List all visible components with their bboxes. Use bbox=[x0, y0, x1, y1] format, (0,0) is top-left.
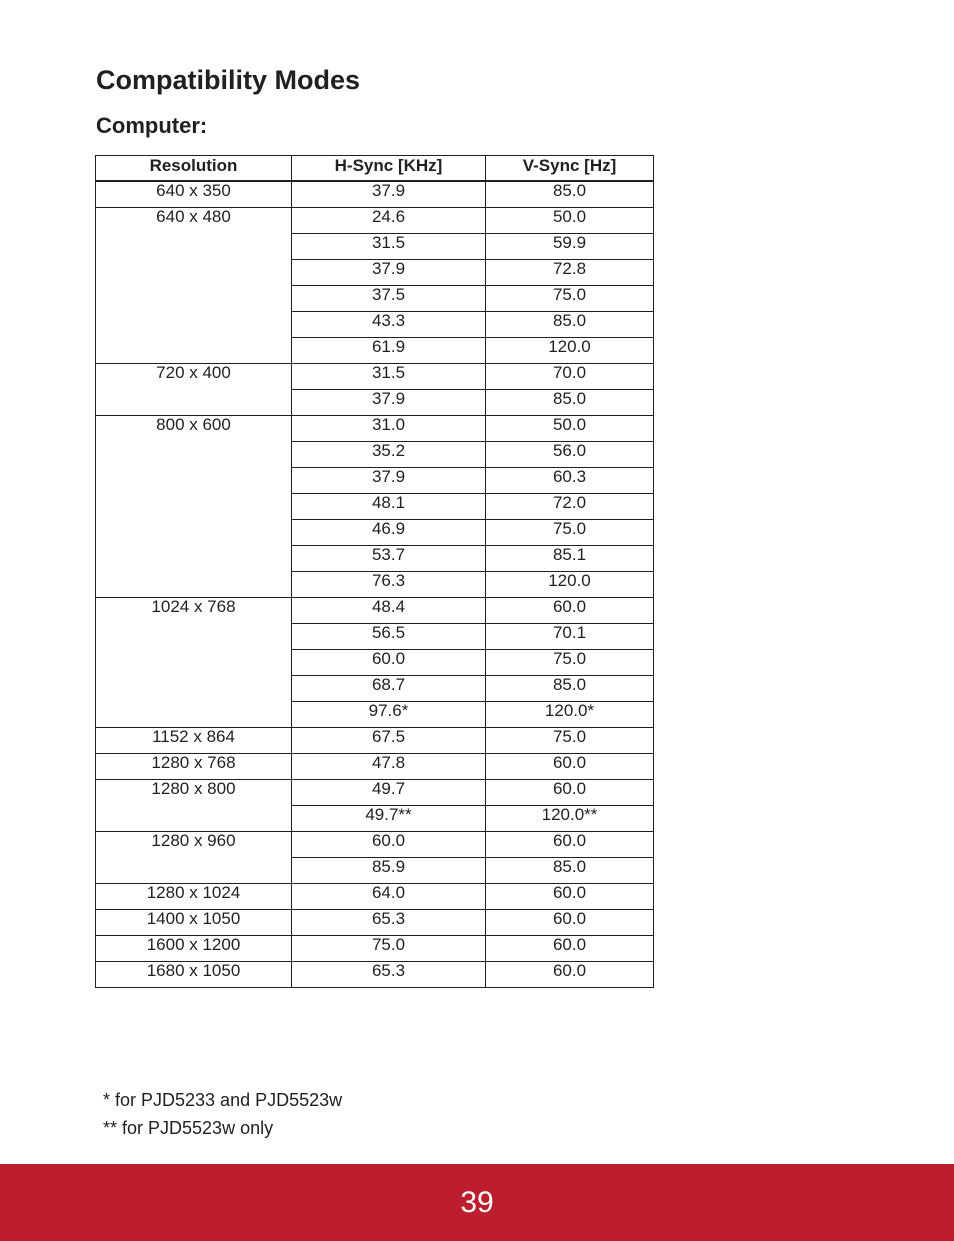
hsync-cell: 60.0 bbox=[292, 832, 486, 858]
hsync-cell: 37.9 bbox=[292, 468, 486, 494]
footnote-single-star: * for PJD5233 and PJD5523w bbox=[103, 1090, 343, 1110]
table-row bbox=[96, 181, 654, 208]
hsync-cell: 48.4 bbox=[292, 598, 486, 624]
table-row bbox=[96, 832, 654, 858]
hsync-cell: 60.0 bbox=[292, 650, 486, 676]
resolution-cell: 720 x 400 bbox=[96, 364, 292, 416]
vsync-cell: 60.3 bbox=[486, 468, 654, 494]
resolution-cell: 800 x 600 bbox=[96, 416, 292, 598]
vsync-cell: 72.8 bbox=[486, 260, 654, 286]
hsync-cell: 85.9 bbox=[292, 858, 486, 884]
vsync-cell: 85.0 bbox=[486, 312, 654, 338]
vsync-cell: 85.0 bbox=[486, 181, 654, 208]
hsync-cell: 47.8 bbox=[292, 754, 486, 780]
page-number: 39 bbox=[460, 1185, 494, 1219]
vsync-cell: 60.0 bbox=[486, 780, 654, 806]
vsync-cell: 85.0 bbox=[486, 390, 654, 416]
compatibility-table bbox=[95, 155, 654, 988]
table-header-row bbox=[96, 156, 654, 182]
hsync-cell: 53.7 bbox=[292, 546, 486, 572]
resolution-cell: 1280 x 800 bbox=[96, 780, 292, 832]
hsync-cell: 37.9 bbox=[292, 181, 486, 208]
vsync-cell: 59.9 bbox=[486, 234, 654, 260]
table-row bbox=[96, 884, 654, 910]
vsync-cell: 75.0 bbox=[486, 650, 654, 676]
vsync-cell: 120.0** bbox=[486, 806, 654, 832]
hsync-cell: 31.5 bbox=[292, 364, 486, 390]
table-row bbox=[96, 598, 654, 624]
vsync-cell: 72.0 bbox=[486, 494, 654, 520]
vsync-cell: 50.0 bbox=[486, 416, 654, 442]
hsync-cell: 64.0 bbox=[292, 884, 486, 910]
resolution-cell: 1280 x 1024 bbox=[96, 884, 292, 910]
table-row bbox=[96, 910, 654, 936]
vsync-cell: 60.0 bbox=[486, 754, 654, 780]
vsync-cell: 120.0 bbox=[486, 572, 654, 598]
hsync-cell: 67.5 bbox=[292, 728, 486, 754]
footnote-double-star: ** for PJD5523w only bbox=[103, 1118, 274, 1138]
hsync-cell: 56.5 bbox=[292, 624, 486, 650]
hsync-cell: 35.2 bbox=[292, 442, 486, 468]
table-row bbox=[96, 364, 654, 390]
header-resolution: Resolution bbox=[96, 156, 292, 182]
hsync-cell: 31.0 bbox=[292, 416, 486, 442]
table-row bbox=[96, 208, 654, 234]
resolution-cell: 1680 x 1050 bbox=[96, 962, 292, 988]
resolution-cell: 1024 x 768 bbox=[96, 598, 292, 728]
table-row bbox=[96, 962, 654, 988]
footnotes bbox=[103, 1086, 342, 1142]
vsync-cell: 85.1 bbox=[486, 546, 654, 572]
resolution-cell: 1600 x 1200 bbox=[96, 936, 292, 962]
hsync-cell: 76.3 bbox=[292, 572, 486, 598]
vsync-cell: 60.0 bbox=[486, 832, 654, 858]
table-row bbox=[96, 754, 654, 780]
hsync-cell: 61.9 bbox=[292, 338, 486, 364]
resolution-cell: 640 x 480 bbox=[96, 208, 292, 364]
vsync-cell: 50.0 bbox=[486, 208, 654, 234]
page-title: Compatibility Modes bbox=[96, 65, 361, 95]
vsync-cell: 75.0 bbox=[486, 728, 654, 754]
hsync-cell: 37.9 bbox=[292, 390, 486, 416]
table-row bbox=[96, 936, 654, 962]
vsync-cell: 120.0* bbox=[486, 702, 654, 728]
hsync-cell: 49.7 bbox=[292, 780, 486, 806]
resolution-cell: 1280 x 960 bbox=[96, 832, 292, 884]
vsync-cell: 60.0 bbox=[486, 884, 654, 910]
hsync-cell: 46.9 bbox=[292, 520, 486, 546]
resolution-cell: 1400 x 1050 bbox=[96, 910, 292, 936]
hsync-cell: 37.5 bbox=[292, 286, 486, 312]
hsync-cell: 49.7** bbox=[292, 806, 486, 832]
table-row bbox=[96, 416, 654, 442]
resolution-cell: 1280 x 768 bbox=[96, 754, 292, 780]
hsync-cell: 65.3 bbox=[292, 962, 486, 988]
header-vsync: V-Sync [Hz] bbox=[486, 156, 654, 182]
header-hsync: H-Sync [KHz] bbox=[292, 156, 486, 182]
page-footer bbox=[0, 1164, 954, 1241]
vsync-cell: 75.0 bbox=[486, 520, 654, 546]
resolution-cell: 1152 x 864 bbox=[96, 728, 292, 754]
vsync-cell: 60.0 bbox=[486, 936, 654, 962]
vsync-cell: 56.0 bbox=[486, 442, 654, 468]
hsync-cell: 97.6* bbox=[292, 702, 486, 728]
table-row bbox=[96, 780, 654, 806]
vsync-cell: 70.1 bbox=[486, 624, 654, 650]
vsync-cell: 60.0 bbox=[486, 598, 654, 624]
hsync-cell: 37.9 bbox=[292, 260, 486, 286]
vsync-cell: 75.0 bbox=[486, 286, 654, 312]
vsync-cell: 85.0 bbox=[486, 676, 654, 702]
hsync-cell: 43.3 bbox=[292, 312, 486, 338]
vsync-cell: 70.0 bbox=[486, 364, 654, 390]
hsync-cell: 65.3 bbox=[292, 910, 486, 936]
hsync-cell: 75.0 bbox=[292, 936, 486, 962]
section-subtitle: Computer: bbox=[96, 113, 208, 138]
hsync-cell: 24.6 bbox=[292, 208, 486, 234]
hsync-cell: 48.1 bbox=[292, 494, 486, 520]
vsync-cell: 60.0 bbox=[486, 962, 654, 988]
vsync-cell: 85.0 bbox=[486, 858, 654, 884]
vsync-cell: 120.0 bbox=[486, 338, 654, 364]
hsync-cell: 31.5 bbox=[292, 234, 486, 260]
vsync-cell: 60.0 bbox=[486, 910, 654, 936]
resolution-cell: 640 x 350 bbox=[96, 181, 292, 208]
table-body bbox=[96, 181, 654, 988]
table-row bbox=[96, 728, 654, 754]
hsync-cell: 68.7 bbox=[292, 676, 486, 702]
